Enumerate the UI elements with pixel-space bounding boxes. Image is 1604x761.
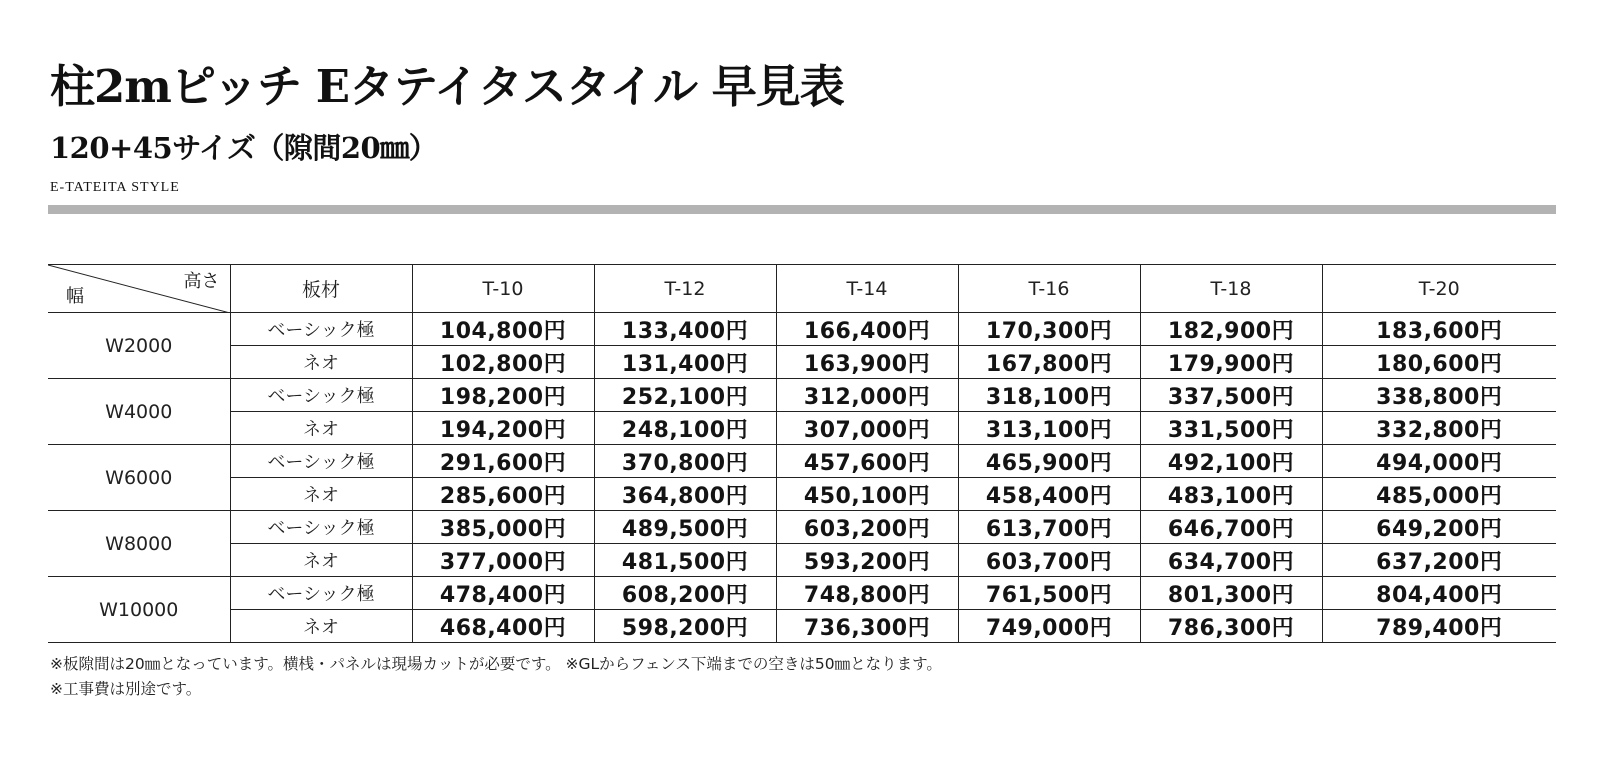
price-cell: 252,100円 — [594, 379, 776, 412]
style-label: E-TATEITA STYLE — [50, 180, 180, 195]
price-cell: 338,800円 — [1322, 379, 1556, 412]
width-cell: W2000 — [48, 313, 230, 379]
table-row — [48, 412, 1556, 445]
price-cell: 291,600円 — [412, 445, 594, 478]
price-table — [48, 264, 1556, 643]
price-cell: 457,600円 — [776, 445, 958, 478]
table-row — [48, 379, 1556, 412]
price-cell: 166,400円 — [776, 313, 958, 346]
table-row — [48, 445, 1556, 478]
price-cell: 179,900円 — [1140, 346, 1322, 379]
footnote: ※工事費は別途です。 — [50, 680, 202, 698]
price-cell: 180,600円 — [1322, 346, 1556, 379]
price-cell: 331,500円 — [1140, 412, 1322, 445]
price-cell: 377,000円 — [412, 544, 594, 577]
material-cell: ネオ — [230, 412, 412, 445]
price-cell: 337,500円 — [1140, 379, 1322, 412]
price-cell: 761,500円 — [958, 577, 1140, 610]
price-cell: 183,600円 — [1322, 313, 1556, 346]
height-header: T-18 — [1140, 265, 1322, 313]
price-cell: 458,400円 — [958, 478, 1140, 511]
title-divider — [48, 205, 1556, 214]
price-cell: 481,500円 — [594, 544, 776, 577]
price-cell: 598,200円 — [594, 610, 776, 643]
width-cell: W10000 — [48, 577, 230, 643]
price-cell: 104,800円 — [412, 313, 594, 346]
table-row — [48, 346, 1556, 379]
price-cell: 102,800円 — [412, 346, 594, 379]
price-cell: 749,000円 — [958, 610, 1140, 643]
price-cell: 637,200円 — [1322, 544, 1556, 577]
price-cell: 312,000円 — [776, 379, 958, 412]
height-header: T-10 — [412, 265, 594, 313]
price-cell: 608,200円 — [594, 577, 776, 610]
table-row — [48, 313, 1556, 346]
price-cell: 450,100円 — [776, 478, 958, 511]
price-cell: 163,900円 — [776, 346, 958, 379]
price-cell: 194,200円 — [412, 412, 594, 445]
price-cell: 801,300円 — [1140, 577, 1322, 610]
material-cell: ネオ — [230, 478, 412, 511]
price-table-body — [48, 313, 1556, 643]
header-row — [48, 265, 1556, 313]
price-cell: 804,400円 — [1322, 577, 1556, 610]
width-cell: W4000 — [48, 379, 230, 445]
width-cell: W8000 — [48, 511, 230, 577]
price-cell: 646,700円 — [1140, 511, 1322, 544]
table-row — [48, 511, 1556, 544]
price-cell: 170,300円 — [958, 313, 1140, 346]
price-cell: 385,000円 — [412, 511, 594, 544]
price-cell: 485,000円 — [1322, 478, 1556, 511]
price-cell: 167,800円 — [958, 346, 1140, 379]
material-cell: ベーシック極 — [230, 445, 412, 478]
page-title: 柱2mピッチ Eタテイタスタイル 早見表 — [50, 60, 844, 113]
height-header: T-14 — [776, 265, 958, 313]
price-cell: 786,300円 — [1140, 610, 1322, 643]
price-cell: 465,900円 — [958, 445, 1140, 478]
price-cell: 603,200円 — [776, 511, 958, 544]
price-cell: 478,400円 — [412, 577, 594, 610]
price-cell: 285,600円 — [412, 478, 594, 511]
material-header: 板材 — [230, 265, 412, 313]
price-cell: 603,700円 — [958, 544, 1140, 577]
price-cell: 593,200円 — [776, 544, 958, 577]
corner-height-label: 高さ — [183, 271, 220, 292]
price-cell: 649,200円 — [1322, 511, 1556, 544]
material-cell: ベーシック極 — [230, 379, 412, 412]
table-row — [48, 544, 1556, 577]
price-cell: 736,300円 — [776, 610, 958, 643]
price-cell: 318,100円 — [958, 379, 1140, 412]
material-cell: ネオ — [230, 346, 412, 379]
height-header: T-20 — [1322, 265, 1556, 313]
corner-header — [48, 265, 230, 313]
price-cell: 248,100円 — [594, 412, 776, 445]
price-cell: 634,700円 — [1140, 544, 1322, 577]
corner-width-label: 幅 — [66, 286, 84, 307]
material-cell: ネオ — [230, 610, 412, 643]
price-cell: 370,800円 — [594, 445, 776, 478]
price-cell: 307,000円 — [776, 412, 958, 445]
price-cell: 494,000円 — [1322, 445, 1556, 478]
price-cell: 133,400円 — [594, 313, 776, 346]
price-cell: 483,100円 — [1140, 478, 1322, 511]
price-cell: 613,700円 — [958, 511, 1140, 544]
price-cell: 748,800円 — [776, 577, 958, 610]
footnote: ※板隙間は20㎜となっています。横桟・パネルは現場カットが必要です。 ※GLからフェンス下端までの空きは50㎜となります。 — [50, 655, 942, 673]
price-cell: 131,400円 — [594, 346, 776, 379]
height-header: T-16 — [958, 265, 1140, 313]
price-cell: 489,500円 — [594, 511, 776, 544]
width-cell: W6000 — [48, 445, 230, 511]
price-cell: 313,100円 — [958, 412, 1140, 445]
price-cell: 492,100円 — [1140, 445, 1322, 478]
height-header: T-12 — [594, 265, 776, 313]
price-cell: 182,900円 — [1140, 313, 1322, 346]
material-cell: ネオ — [230, 544, 412, 577]
material-cell: ベーシック極 — [230, 577, 412, 610]
table-row — [48, 610, 1556, 643]
page-subtitle: 120+45サイズ（隙間20㎜） — [50, 131, 438, 165]
price-cell: 332,800円 — [1322, 412, 1556, 445]
material-cell: ベーシック極 — [230, 313, 412, 346]
table-row — [48, 478, 1556, 511]
price-cell: 789,400円 — [1322, 610, 1556, 643]
price-cell: 364,800円 — [594, 478, 776, 511]
price-cell: 198,200円 — [412, 379, 594, 412]
price-cell: 468,400円 — [412, 610, 594, 643]
material-cell: ベーシック極 — [230, 511, 412, 544]
table-row — [48, 577, 1556, 610]
